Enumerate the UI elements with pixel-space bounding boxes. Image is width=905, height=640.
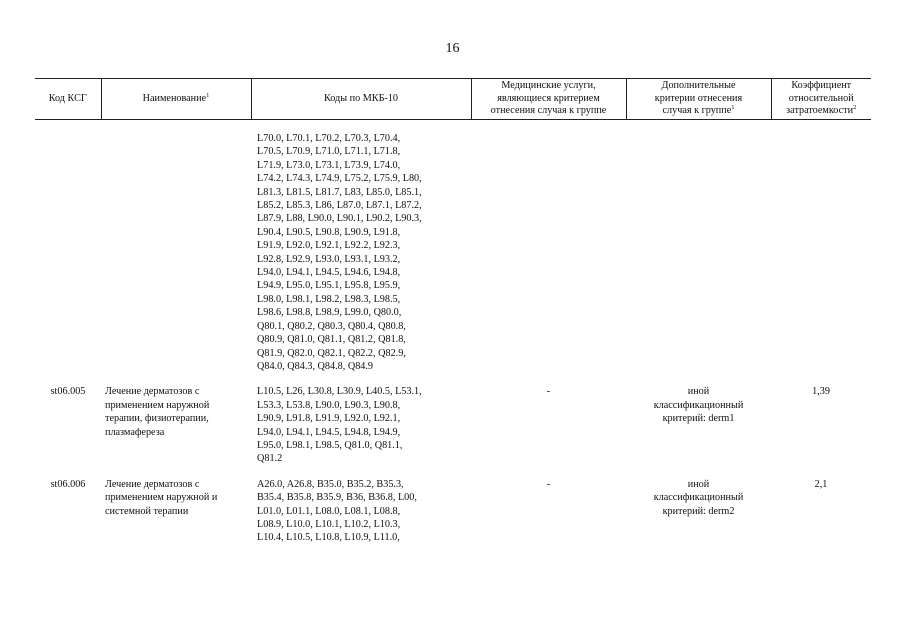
icd-codes-cell-line: L81.3, L81.5, L81.7, L83, L85.0, L85.1, xyxy=(257,186,422,198)
icd-codes-cell-line: L85.2, L85.3, L86, L87.0, L87.1, L87.2, xyxy=(257,200,422,212)
icd-codes-cell-line: L95.0, L98.1, L98.5, Q81.0, Q81.1, xyxy=(257,439,403,451)
icd-codes-cell-line: B35.4, B35.8, B35.9, B36, B36.8, L00, xyxy=(257,492,417,504)
coefficient-cell: 2,1 xyxy=(814,478,828,490)
spacer-cell xyxy=(471,466,626,478)
row-spacer xyxy=(35,466,871,478)
icd-codes-cell-line: L71.9, L73.0, L73.1, L73.9, L74.0, xyxy=(257,159,401,171)
icd-codes-cell-line: A26.0, A26.8, B35.0, B35.2, B35.3, xyxy=(257,478,404,490)
icd-codes-cell-line: L98.6, L98.8, L98.9, L99.0, Q80.0, xyxy=(257,307,402,319)
name-cell-line: Лечение дерматозов с xyxy=(105,478,200,490)
header-criteria xyxy=(626,79,771,120)
criteria-cell-line: критерий: derm2 xyxy=(662,505,735,517)
criteria-cell-line: иной xyxy=(687,478,710,490)
name-cell xyxy=(101,385,251,465)
icd-codes-cell-line: L94.9, L95.0, L95.1, L95.8, L95.9, xyxy=(257,280,401,292)
icd-codes-cell-line: Q84.0, Q84.3, Q84.8, Q84.9 xyxy=(257,360,374,372)
name-cell-line: плазмафереза xyxy=(105,426,165,438)
criteria-cell xyxy=(626,478,771,545)
services-cell xyxy=(471,132,626,373)
header-text-line: случая к группе$^1$ xyxy=(662,104,735,117)
ksg-table xyxy=(35,78,871,545)
criteria-cell-line: иной xyxy=(687,386,710,398)
coefficient-cell xyxy=(771,132,871,373)
icd-codes-cell-line: L91.9, L92.0, L92.1, L92.2, L92.3, xyxy=(257,240,401,252)
header-text-line: затратоемкости$^2$ xyxy=(786,104,857,117)
criteria-cell-line: критерий: derm1 xyxy=(662,413,735,425)
name-cell xyxy=(101,132,251,373)
header-text-line: Наименование$^1$ xyxy=(142,91,210,104)
icd-codes-cell-line: L94.0, L94.1, L94.5, L94.8, L94.9, xyxy=(257,426,401,438)
services-cell: - xyxy=(546,478,551,490)
icd-codes-cell xyxy=(251,478,471,545)
spacer-cell xyxy=(471,373,626,385)
header-name xyxy=(101,79,251,120)
spacer-cell xyxy=(771,120,871,133)
table-header-row xyxy=(35,79,871,120)
table-row xyxy=(35,385,871,465)
spacer-cell xyxy=(35,466,101,478)
header-text-line: Медицинские услуги, xyxy=(501,80,596,92)
spacer-cell xyxy=(251,373,471,385)
name-cell-line: применением наружной и xyxy=(105,492,218,504)
icd-codes-cell xyxy=(251,132,471,373)
row-spacer xyxy=(35,120,871,133)
icd-codes-cell-line: Q81.2 xyxy=(257,453,283,465)
criteria-cell xyxy=(626,132,771,373)
icd-codes-cell-line: L70.5, L70.9, L71.0, L71.1, L71.8, xyxy=(257,146,401,158)
spacer-cell xyxy=(101,373,251,385)
icd-codes-cell-line: L74.2, L74.3, L74.9, L75.2, L75.9, L80, xyxy=(257,173,422,185)
icd-codes-cell-line: L08.9, L10.0, L10.1, L10.2, L10.3, xyxy=(257,518,401,530)
criteria-cell xyxy=(626,385,771,465)
spacer-cell xyxy=(471,120,626,133)
icd-codes-cell-line: Q80.9, Q81.0, Q81.1, Q81.2, Q81.8, xyxy=(257,334,406,346)
header-coefficient xyxy=(771,79,871,120)
header-text-line: отнесения случая к группе xyxy=(490,105,607,117)
name-cell-line: системной терапии xyxy=(105,505,189,517)
criteria-cell-line: классификационный xyxy=(653,492,744,504)
header-text-line: критерии отнесения xyxy=(654,92,743,104)
spacer-cell xyxy=(251,466,471,478)
icd-codes-cell-line: L90.4, L90.5, L90.8, L90.9, L91.8, xyxy=(257,226,401,238)
icd-codes-cell-line: L10.5, L26, L30.8, L30.9, L40.5, L53.1, xyxy=(257,386,422,398)
spacer-cell xyxy=(251,120,471,133)
spacer-cell xyxy=(626,120,771,133)
spacer-cell xyxy=(35,120,101,133)
name-cell xyxy=(101,478,251,545)
spacer-cell xyxy=(101,466,251,478)
icd-codes-cell-line: Q80.1, Q80.2, Q80.3, Q80.4, Q80.8, xyxy=(257,320,406,332)
page-number: 16 xyxy=(445,41,460,56)
icd-codes-cell-line: L10.4, L10.5, L10.8, L10.9, L11.0, xyxy=(257,532,400,544)
header-services xyxy=(471,79,626,120)
row-spacer xyxy=(35,373,871,385)
ksg-code-cell: st06.005 xyxy=(50,386,86,398)
icd-codes-cell xyxy=(251,385,471,465)
name-cell-line: Лечение дерматозов с xyxy=(105,386,200,398)
icd-codes-cell-line: Q81.9, Q82.0, Q82.1, Q82.2, Q82.9, xyxy=(257,347,406,359)
name-cell-line: терапии, физиотерапии, xyxy=(105,413,209,425)
icd-codes-cell-line: L98.0, L98.1, L98.2, L98.3, L98.5, xyxy=(257,293,401,305)
icd-codes-cell-line: L53.3, L53.8, L90.0, L90.3, L90.8, xyxy=(257,399,401,411)
header-text-line: являющиеся критерием xyxy=(497,92,600,104)
icd-codes-cell-line: L90.9, L91.8, L91.9, L92.0, L92.1, xyxy=(257,413,401,425)
header-ksg-code xyxy=(35,79,101,120)
footnote-marker: 1 xyxy=(731,104,735,112)
table-row xyxy=(35,132,871,373)
coefficient-cell: 1,39 xyxy=(812,386,830,398)
spacer-cell xyxy=(626,466,771,478)
icd-codes-cell-line: L01.0, L01.1, L08.0, L08.1, L08.8, xyxy=(257,505,401,517)
header-text-line: Код КСГ xyxy=(48,92,87,104)
header-text-line: Дополнительные xyxy=(661,80,736,92)
header-icd-codes xyxy=(251,79,471,120)
footnote-marker: 2 xyxy=(853,104,857,112)
icd-codes-cell-line: L94.0, L94.1, L94.5, L94.6, L94.8, xyxy=(257,267,401,279)
table-body xyxy=(35,120,871,545)
header-text-line: относительной xyxy=(788,92,854,104)
header-text-line: Коды по МКБ-10 xyxy=(323,92,399,104)
icd-codes-cell-line: L70.0, L70.1, L70.2, L70.3, L70.4, xyxy=(257,133,401,144)
spacer-cell xyxy=(771,373,871,385)
name-cell-line: применением наружной xyxy=(105,399,210,411)
spacer-cell xyxy=(626,373,771,385)
ksg-code-cell xyxy=(35,132,101,373)
spacer-cell xyxy=(35,373,101,385)
criteria-cell-line: классификационный xyxy=(653,399,744,411)
spacer-cell xyxy=(101,120,251,133)
header-text-line: Коэффициент xyxy=(791,80,852,92)
table-row xyxy=(35,478,871,545)
footnote-marker: 1 xyxy=(206,91,210,99)
spacer-cell xyxy=(771,466,871,478)
ksg-code-cell: st06.006 xyxy=(50,478,86,490)
icd-codes-cell-line: L92.8, L92.9, L93.0, L93.1, L93.2, xyxy=(257,253,401,265)
icd-codes-cell-line: L87.9, L88, L90.0, L90.1, L90.2, L90.3, xyxy=(257,213,422,225)
services-cell: - xyxy=(546,386,551,398)
